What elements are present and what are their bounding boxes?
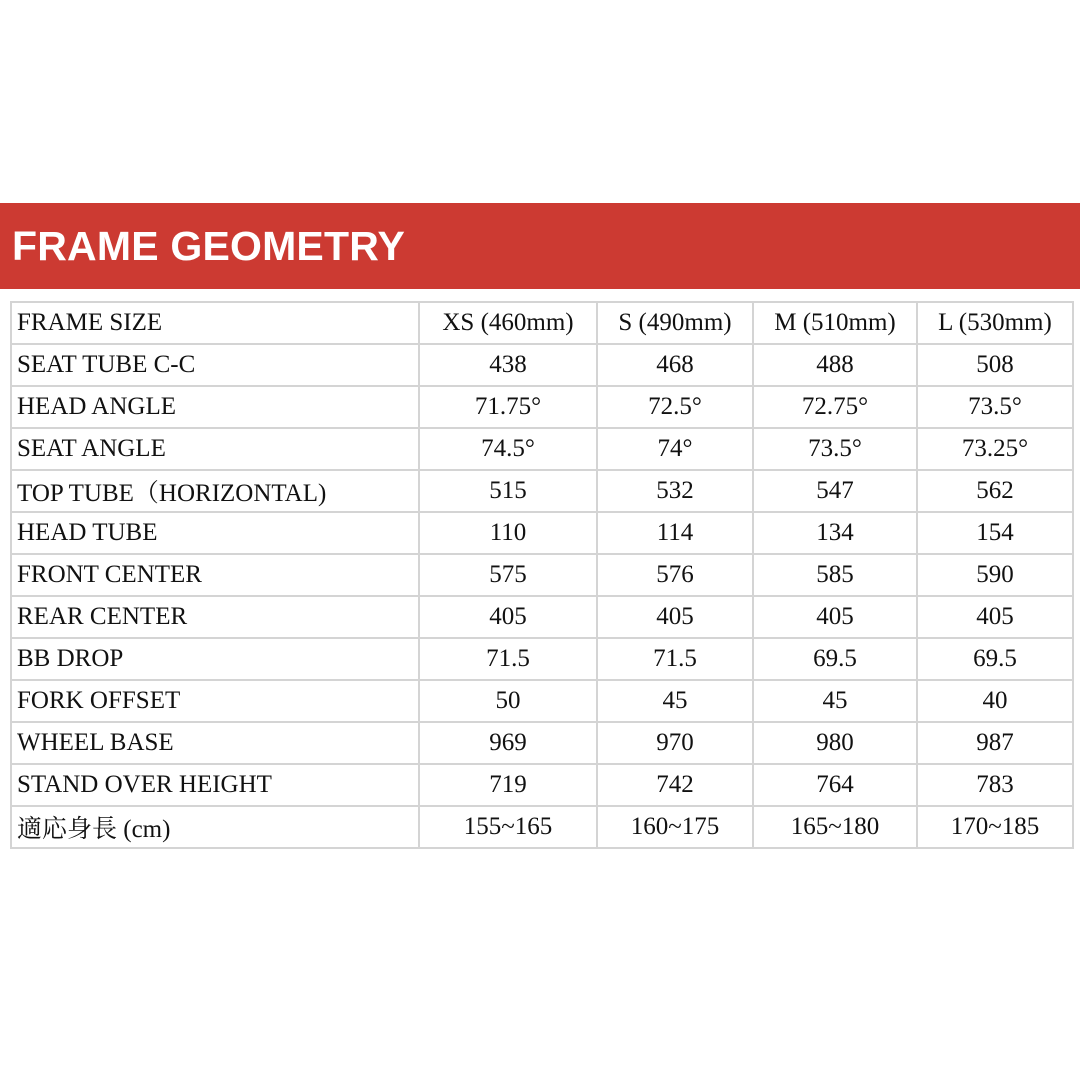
cell-size-m: 488: [753, 344, 917, 386]
table-row: [11, 722, 1073, 764]
cell-size-m: 405: [753, 596, 917, 638]
cell-size-l: 783: [917, 764, 1073, 806]
header-size-xs: XS (460mm): [419, 302, 597, 344]
cell-size-l: 170~185: [917, 806, 1073, 848]
cell-size-s: 576: [597, 554, 753, 596]
cell-size-s: 405: [597, 596, 753, 638]
cell-size-xs: 71.75°: [419, 386, 597, 428]
cell-size-xs: 575: [419, 554, 597, 596]
row-label: FRONT CENTER: [11, 554, 419, 596]
table-row: [11, 554, 1073, 596]
cell-size-s: 468: [597, 344, 753, 386]
cell-size-s: 160~175: [597, 806, 753, 848]
row-label: TOP TUBE（HORIZONTAL): [11, 470, 419, 512]
cell-size-l: 405: [917, 596, 1073, 638]
cell-size-s: 742: [597, 764, 753, 806]
cell-size-l: 154: [917, 512, 1073, 554]
row-label: STAND OVER HEIGHT: [11, 764, 419, 806]
header-size-s: S (490mm): [597, 302, 753, 344]
cell-size-l: 562: [917, 470, 1073, 512]
cell-size-m: 69.5: [753, 638, 917, 680]
geometry-table: [10, 301, 1074, 849]
table-row: [11, 512, 1073, 554]
table-row: [11, 428, 1073, 470]
cell-size-s: 45: [597, 680, 753, 722]
cell-size-l: 590: [917, 554, 1073, 596]
header-frame-size: FRAME SIZE: [11, 302, 419, 344]
row-label: HEAD ANGLE: [11, 386, 419, 428]
cell-size-s: 74°: [597, 428, 753, 470]
cell-size-xs: 515: [419, 470, 597, 512]
cell-size-m: 764: [753, 764, 917, 806]
header-size-l: L (530mm): [917, 302, 1073, 344]
cell-size-m: 547: [753, 470, 917, 512]
table-row: [11, 806, 1073, 848]
cell-size-xs: 438: [419, 344, 597, 386]
row-label: 適応身長 (cm): [11, 806, 419, 848]
cell-size-l: 40: [917, 680, 1073, 722]
cell-size-xs: 155~165: [419, 806, 597, 848]
cell-size-m: 165~180: [753, 806, 917, 848]
cell-size-m: 134: [753, 512, 917, 554]
cell-size-s: 970: [597, 722, 753, 764]
geometry-table-body: [11, 302, 1073, 848]
cell-size-m: 72.75°: [753, 386, 917, 428]
row-label: HEAD TUBE: [11, 512, 419, 554]
cell-size-xs: 71.5: [419, 638, 597, 680]
row-label: SEAT ANGLE: [11, 428, 419, 470]
table-row: [11, 638, 1073, 680]
table-row: [11, 470, 1073, 512]
table-row: [11, 386, 1073, 428]
cell-size-xs: 405: [419, 596, 597, 638]
cell-size-xs: 110: [419, 512, 597, 554]
cell-size-m: 585: [753, 554, 917, 596]
cell-size-l: 73.25°: [917, 428, 1073, 470]
cell-size-s: 71.5: [597, 638, 753, 680]
cell-size-l: 987: [917, 722, 1073, 764]
row-label: REAR CENTER: [11, 596, 419, 638]
page-title: FRAME GEOMETRY: [12, 223, 406, 269]
cell-size-xs: 74.5°: [419, 428, 597, 470]
row-label: WHEEL BASE: [11, 722, 419, 764]
cell-size-l: 69.5: [917, 638, 1073, 680]
title-banner: [0, 203, 1080, 289]
cell-size-s: 114: [597, 512, 753, 554]
cell-size-m: 980: [753, 722, 917, 764]
cell-size-s: 532: [597, 470, 753, 512]
cell-size-m: 73.5°: [753, 428, 917, 470]
cell-size-m: 45: [753, 680, 917, 722]
table-header-row: [11, 302, 1073, 344]
cell-size-s: 72.5°: [597, 386, 753, 428]
header-size-m: M (510mm): [753, 302, 917, 344]
cell-size-xs: 50: [419, 680, 597, 722]
cell-size-l: 73.5°: [917, 386, 1073, 428]
table-row: [11, 764, 1073, 806]
table-row: [11, 680, 1073, 722]
cell-size-xs: 969: [419, 722, 597, 764]
cell-size-xs: 719: [419, 764, 597, 806]
row-label: BB DROP: [11, 638, 419, 680]
table-row: [11, 596, 1073, 638]
row-label: FORK OFFSET: [11, 680, 419, 722]
row-label: SEAT TUBE C-C: [11, 344, 419, 386]
cell-size-l: 508: [917, 344, 1073, 386]
table-row: [11, 344, 1073, 386]
